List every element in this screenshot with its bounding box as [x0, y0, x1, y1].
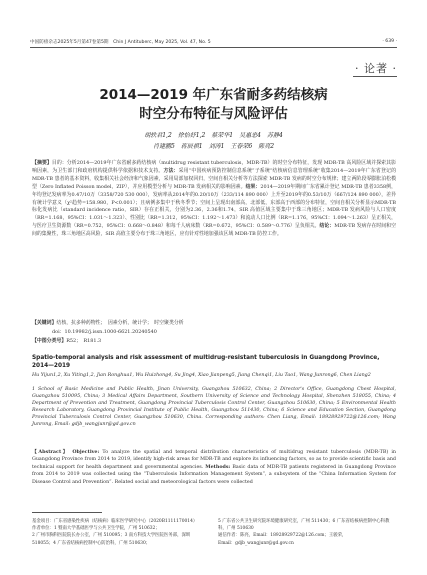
clc-number: R52； R181.3 [66, 338, 102, 344]
header-divider [30, 47, 397, 48]
footnotes-left [32, 518, 210, 547]
section-label: · 论著 · [355, 62, 397, 75]
footnote-affiliation-2: 2 广州市胸科医院院长办公室，广州 510095；3 南方科技大学医院医务部，深圳 518055；4 广东省结核病控制中心防治科，广州 510630； [32, 533, 191, 546]
abstract-results: 2014—2019年期间广东省累计登记 MDR-TB 患者3358例，年均登记发病率为0.47/10万（3358/720 530 000），发病率从2014年的0.20/10万（233/114 890 000）上升至2019年的0.53/10万（667/124 890 000），差异有统计学意义（χ²趋势=158.980，P<0.001）；且病例多集中于秋冬季节；空间上呈现出南部高，北部低，东部高于西部的分布特征，空间自相关分析显示MDR-TB 标化发病比（standard incidence ratio，SIR）存在正相关，分别为2.36，2.36和1.74，SIR 高值区域主要集中于珠三角地区；MDR-TB 发病风险与人口密度（RR=1.168，95%CI：1.031～1.323）、性别比（RR=1.312，95%CI：1.192～1.473）和流动人口比例（RR=1.176，95%CI：1.094～1.263）呈正相关，与医疗卫生资源数（RR=0.752，95%CI：0.668～0.848）和每千人病床数（RR=0.672，95%CI：0.589～0.776）呈负相关。 [32, 183, 396, 230]
footnote-funding: 基金项目：广东省感染性疾病（结核病）临床医学研究中心（2020B1111170014） [32, 519, 198, 524]
doi-line [52, 329, 416, 337]
english-title: Spatio-temporal analysis and risk assessment of multidrug-resistant tuberculosis in Guangdong Province, 2014—2019 [32, 355, 380, 369]
methods-label: 方法： [163, 167, 179, 174]
footnote-email: Email：gdjb_wangjunr@gd.gov.cn [218, 540, 294, 546]
english-methods-label: Methods: [205, 463, 231, 470]
authors-line-2: 肖建鹏5 蒋辰祺1 刘涛1 王春荣6 陈亮2 [152, 143, 275, 150]
english-abstract [32, 449, 396, 486]
clc-label: 【中图分类号】 [32, 338, 67, 344]
article-title-line-1: 2014—2019 年广东省耐多药结核病 [99, 87, 328, 103]
abstract-objective: 目的：分析2014—2019年广东省耐多药结核病（multidrug resistant tuberculosis，MDR-TB）的时空分布特征，发现 MDR-TB 高风险区域并探索其影响因素，为卫生部门和政府机构提供科学依据和技术支持。 [32, 160, 396, 174]
english-affiliations: 1 School of Basic Medicine and Public Health, Jinan University, Guangzhou 510632, China; 2 Director's Office, Guangdong Chest Hospital, Guangzhou 510095, China; 3 Medical Affairs Department, Southern University of Science and Technology Hospital, Shenzhen 518055, China; 4 Department of Prevention and Treatment, Guangdong Provincial Tuberculosis Control Center, Guangzhou 510630, China; 5 Environmental Health Research Laboratory, Guangdong Provincial Institute of Public Health, Guangzhou 511430, China; 6 Science and Education Section, Guangdong Provincial Tuberculosis Control Center, Guangzhou 510630, China. Corresponding authors: Chen Liang, Email: 18928929722@126.com; Wang Junrong, Email: gdjb_wangjunr@gd.gov.cn [32, 387, 396, 427]
abstract-conclusion: MDR-TB 发病存在时间和空间的集聚性，珠三角地区高风险，SIR 高值主要分布于珠三角地区，应有针对性地加强该区域 MDR-TB 防控工作。 [32, 223, 396, 238]
english-objective: To analyze the spatial and temporal distribution characteristics of multidrug resistant tuberculosis (MDR-TB) in Guangdong Province from 2014 to 2019, identify high-risk areas for MDR-TB and explore its influencing factors, so as to provide scientific basis and technical support for health department and governmental agencies. [32, 450, 396, 470]
keywords-label: 【关键词】 [32, 320, 57, 326]
abstract-methods: 采用“中国疾病预防控制信息系统”子系统“结核病信息管理系统”收集2014—2019年广东省登记的 MDR-TB 患者的基本资料，收集相关社会经济和气象因素，采用局部加权回归，空间自相关分析等方法探索 MDR-TB 发病的时空分布规律；建立两阶段零膨胀泊松模型（Zero Inflated Poisson model，ZIP），并应用模型分析与 MDR-TB 发病相关的影响因素。 [32, 167, 396, 190]
running-header [30, 39, 397, 45]
doi-label: doi： [52, 329, 65, 335]
clc-line [32, 338, 396, 346]
chinese-abstract [32, 160, 396, 239]
footnotes-right [218, 518, 396, 547]
doi: 10.19982/j.issn.1000-6621.20240540 [64, 329, 157, 335]
english-authors: Hu Yijun1,2, Xu Yiting1,2, Jian Ronghua1, Wu Huizhong4, Su Jing4, Xiao Jianpeng5, Jiang Chenqi1, Liu Tao1, Wang Junrong6, Chen Liang2 [32, 373, 371, 378]
results-label: 结果： [245, 183, 261, 190]
abstract-label: 【摘要】 [32, 160, 52, 166]
footnote-affiliation-1: 作者单位：1 暨南大学基础医学与公共卫生学院，广州 510632； [32, 526, 160, 532]
authors-line-1: 胡轶君1,2 徐怡妤1,2 蔡荣华1 吴惠忠4 苏静4 [144, 132, 283, 139]
footnote-divider [32, 512, 102, 513]
english-methods: Basic data of MDR-TB patients registered in Guangdong Province from 2014 to 2019 was collected using the “Tuberculosis Information Management System”, a subsystem of the “China Information System for Disease Control and Prevention”. Related social and meteorological factors were collected [32, 464, 396, 485]
page-number: · 639 · [382, 39, 397, 44]
article-title-line-2: 时空分布特征与风险评估 [139, 106, 288, 122]
footnote-affiliation-3: 5 广东省公共卫生研究院环境健康研究室，广州 511430；6 广东省结核病控制中心科教科，广州 510630 [218, 519, 390, 532]
conclusion-label: 结论： [319, 223, 335, 230]
keywords-line [32, 320, 396, 328]
section-divider [353, 76, 397, 77]
english-abstract-label: 【Abstract】 [32, 449, 70, 455]
keywords: 结核，抗多种药物性； 因素分析，统计学； 时空聚类分析 [56, 320, 184, 326]
footnote-corresponding: 通信作者：陈亮，Email：18928929722@126.com；王骏荣， [218, 533, 347, 539]
objective-label: Objective: [72, 449, 100, 455]
journal-citation: 中国防痨杂志2025年5月第47卷第5期 Chin J Antituberc, May 2025, Vol. 47, No. 5 [30, 40, 211, 45]
